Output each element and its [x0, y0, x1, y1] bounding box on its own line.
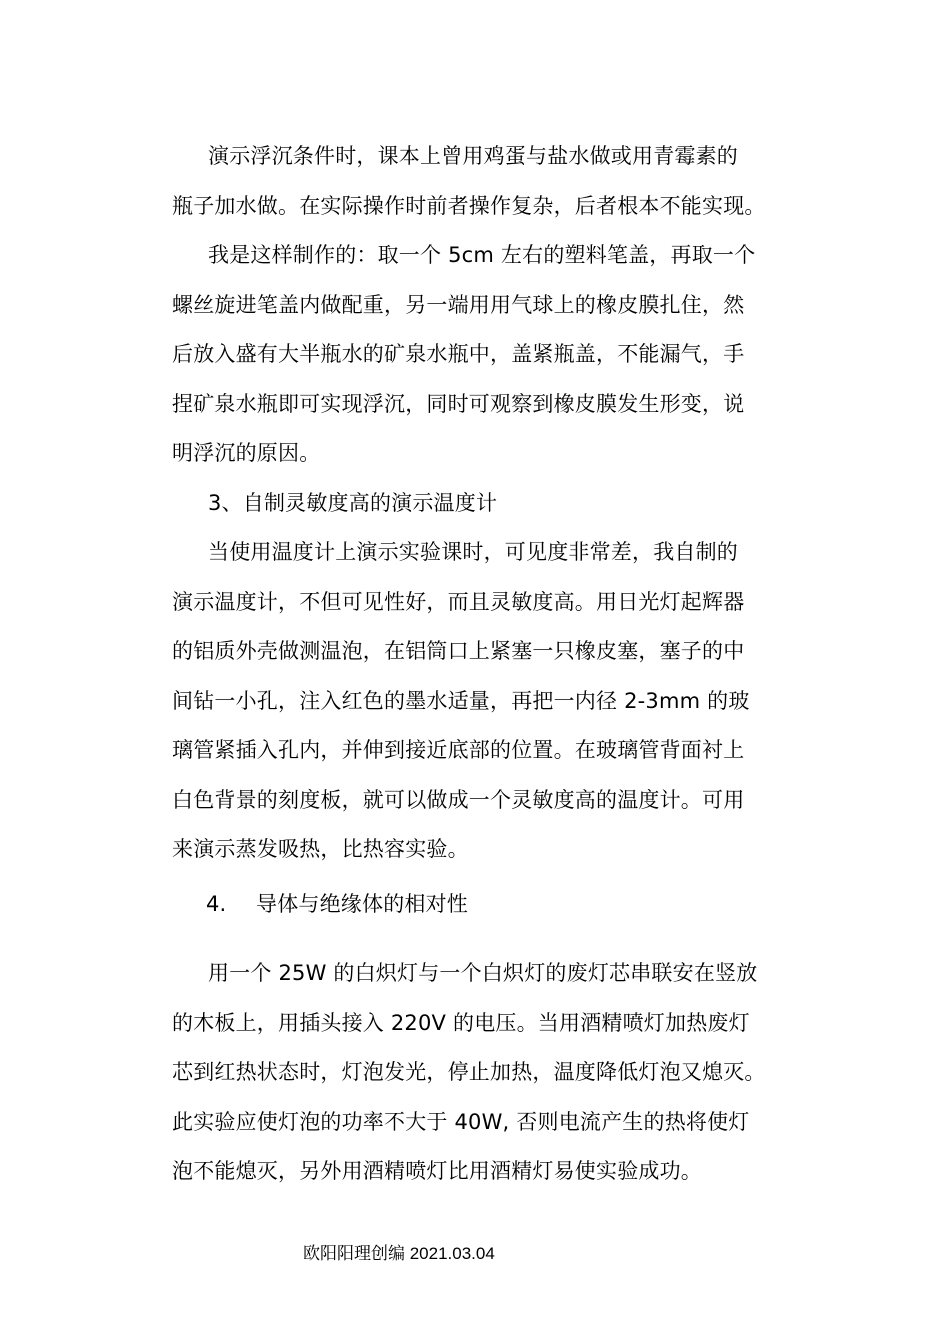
paragraph-3-line-7: 来演示蒸发吸热，比热容实验。 — [172, 837, 469, 861]
section-heading-4-title: 导体与绝缘体的相对性 — [256, 892, 468, 916]
page-footer: 欧阳阳理创编 2021.03.04 — [303, 1244, 495, 1263]
paragraph-3-line-1: 当使用温度计上演示实验课时，可见度非常差，我自制的 — [208, 540, 738, 564]
paragraph-4-line-2: 的木板上，用插头接入 220V 的电压。当用酒精喷灯加热废灯 — [172, 1011, 750, 1035]
paragraph-4-line-4: 此实验应使灯泡的功率不大于 40W, 否则电流产生的热将使灯 — [172, 1110, 750, 1134]
paragraph-2-line-1: 我是这样制作的：取一个 5cm 左右的塑料笔盖，再取一个 — [208, 243, 756, 267]
paragraph-3-line-6: 白色背景的刻度板，就可以做成一个灵敏度高的温度计。可用 — [172, 788, 745, 812]
paragraph-4-line-5: 泡不能熄灭，另外用酒精喷灯比用酒精灯易使实验成功。 — [172, 1159, 702, 1183]
paragraph-4-line-1: 用一个 25W 的白炽灯与一个白炽灯的废灯芯串联安在竖放 — [208, 961, 758, 985]
paragraph-2-line-3: 后放入盛有大半瓶水的矿泉水瓶中，盖紧瓶盖，不能漏气，手 — [172, 342, 745, 366]
paragraph-3-line-3: 的铝质外壳做测温泡，在铝筒口上紧塞一只橡皮塞，塞子的中 — [172, 639, 745, 663]
paragraph-3-line-5: 璃管紧插入孔内，并伸到接近底部的位置。在玻璃管背面衬上 — [172, 738, 745, 762]
paragraph-2-line-4: 捏矿泉水瓶即可实现浮沉，同时可观察到橡皮膜发生形变，说 — [172, 392, 745, 416]
paragraph-2-line-5: 明浮沉的原因。 — [172, 441, 321, 465]
paragraph-1-line-2: 瓶子加水做。在实际操作时前者操作复杂，后者根本不能实现。 — [172, 194, 766, 218]
paragraph-1-line-1: 演示浮沉条件时，课本上曾用鸡蛋与盐水做或用青霉素的 — [208, 144, 738, 168]
paragraph-3-line-2: 演示温度计，不但可见性好，而且灵敏度高。用日光灯起辉器 — [172, 590, 745, 614]
section-heading-3: 3、自制灵敏度高的演示温度计 — [208, 491, 498, 515]
paragraph-4-line-3: 芯到红热状态时，灯泡发光，停止加热，温度降低灯泡又熄灭。 — [172, 1060, 766, 1084]
paragraph-3-line-4: 间钻一小孔，注入红色的墨水适量，再把一内径 2-3mm 的玻 — [172, 689, 750, 713]
paragraph-2-line-2: 螺丝旋进笔盖内做配重，另一端用用气球上的橡皮膜扎住，然 — [172, 293, 745, 317]
section-heading-4-number: 4. — [206, 892, 227, 916]
